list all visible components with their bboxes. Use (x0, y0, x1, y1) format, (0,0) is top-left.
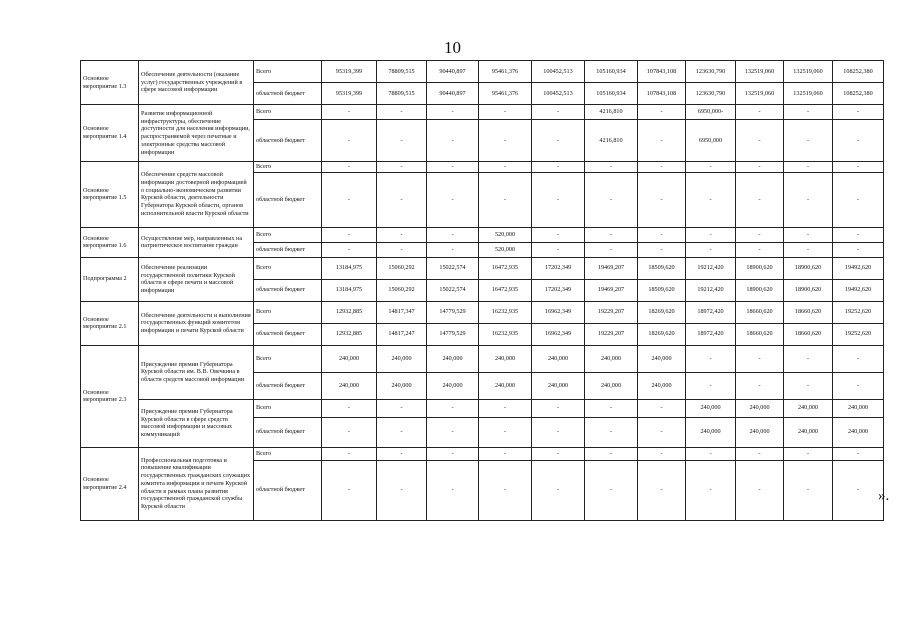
amount-cell: - (784, 242, 833, 257)
amount-cell: - (736, 172, 784, 227)
amount-cell: - (638, 399, 686, 417)
table-row (81, 227, 884, 242)
amount-cell: 105160,934 (585, 83, 638, 105)
amount-cell: - (686, 172, 736, 227)
amount-cell: - (686, 162, 736, 173)
amount-cell: 19492,620 (833, 279, 884, 301)
amount-cell: 19469,207 (585, 257, 638, 279)
amount-cell: 107843,108 (638, 61, 686, 83)
amount-cell: - (784, 447, 833, 460)
amount-cell: - (377, 172, 427, 227)
amount-cell: - (585, 227, 638, 242)
amount-cell: - (638, 172, 686, 227)
amount-cell: - (322, 242, 377, 257)
amount-cell: - (427, 172, 479, 227)
amount-cell: 240,000 (532, 372, 585, 399)
amount-cell: 240,000 (833, 417, 884, 447)
amount-cell: 520,000 (479, 242, 532, 257)
amount-cell: 6950,000- (686, 105, 736, 120)
amount-cell: - (377, 447, 427, 460)
amount-cell: - (532, 162, 585, 173)
activity-description: Развитие информационной инфраструктуры, обеспечение доступности для населения информации, распространяемой через печатные и электронные средства массовой информации (139, 105, 254, 162)
amount-cell: 18900,620 (784, 279, 833, 301)
table-row (81, 399, 884, 417)
amount-cell: - (532, 105, 585, 120)
amount-cell: 18972,420 (686, 301, 736, 323)
table-row (81, 345, 884, 372)
amount-cell: 17202,349 (532, 279, 585, 301)
amount-cell: 132519,060 (784, 83, 833, 105)
amount-cell: - (686, 460, 736, 520)
amount-cell: 132519,060 (736, 83, 784, 105)
amount-cell: - (377, 162, 427, 173)
amount-cell: - (736, 372, 784, 399)
amount-cell: - (322, 460, 377, 520)
amount-cell: 240,000 (377, 345, 427, 372)
amount-cell: 240,000 (585, 345, 638, 372)
amount-cell: - (784, 120, 833, 162)
amount-cell: - (638, 447, 686, 460)
amount-cell: 100452,513 (532, 83, 585, 105)
amount-cell: - (638, 417, 686, 447)
amount-cell: - (585, 417, 638, 447)
amount-cell: - (479, 162, 532, 173)
funding-source: Всего (254, 345, 322, 372)
amount-cell: - (736, 120, 784, 162)
amount-cell: 19252,620 (833, 323, 884, 345)
funding-source: Всего (254, 399, 322, 417)
funding-source: Всего (254, 227, 322, 242)
amount-cell: - (322, 172, 377, 227)
amount-cell: 95319,399 (322, 83, 377, 105)
amount-cell: 13184,975 (322, 279, 377, 301)
amount-cell: 240,000 (638, 372, 686, 399)
amount-cell: 18900,620 (784, 257, 833, 279)
amount-cell: 240,000 (532, 345, 585, 372)
amount-cell: - (638, 105, 686, 120)
amount-cell: - (377, 105, 427, 120)
amount-cell: 15060,292 (377, 279, 427, 301)
amount-cell: - (479, 105, 532, 120)
table-row (81, 162, 884, 173)
funding-source: областной бюджет (254, 372, 322, 399)
activity-name: Основное мероприятие 1.3 (81, 61, 139, 105)
funding-source: областной бюджет (254, 460, 322, 520)
amount-cell: - (833, 162, 884, 173)
amount-cell: 132519,060 (736, 61, 784, 83)
amount-cell: 95461,376 (479, 83, 532, 105)
table-row (81, 61, 884, 83)
table-row (81, 447, 884, 460)
amount-cell: 15060,292 (377, 257, 427, 279)
funding-source: Всего (254, 447, 322, 460)
activity-description: Осуществление мер, направленных на патриотическое воспитание граждан (139, 227, 254, 257)
amount-cell: 105160,934 (585, 61, 638, 83)
amount-cell: - (686, 242, 736, 257)
amount-cell: - (479, 120, 532, 162)
amount-cell: - (532, 172, 585, 227)
budget-table (80, 60, 884, 521)
amount-cell: 240,000 (638, 345, 686, 372)
amount-cell: - (585, 399, 638, 417)
amount-cell: - (427, 460, 479, 520)
amount-cell: - (322, 162, 377, 173)
amount-cell: - (686, 447, 736, 460)
amount-cell: 15022,574 (427, 279, 479, 301)
amount-cell: - (322, 417, 377, 447)
amount-cell: - (638, 227, 686, 242)
funding-source: областной бюджет (254, 83, 322, 105)
funding-source: областной бюджет (254, 172, 322, 227)
funding-source: Всего (254, 301, 322, 323)
funding-source: областной бюджет (254, 279, 322, 301)
amount-cell: - (784, 172, 833, 227)
amount-cell: - (833, 345, 884, 372)
amount-cell: - (479, 460, 532, 520)
amount-cell: 240,000 (736, 417, 784, 447)
amount-cell: 19469,207 (585, 279, 638, 301)
amount-cell: 240,000 (479, 372, 532, 399)
table-row (81, 105, 884, 120)
amount-cell: 15022,574 (427, 257, 479, 279)
amount-cell: 240,000 (479, 345, 532, 372)
amount-cell: 132519,060 (784, 61, 833, 83)
amount-cell: - (784, 162, 833, 173)
amount-cell: 18269,620 (638, 323, 686, 345)
amount-cell: 14779,529 (427, 323, 479, 345)
amount-cell: 95319,399 (322, 61, 377, 83)
amount-cell: - (532, 417, 585, 447)
amount-cell: - (427, 227, 479, 242)
amount-cell: 18660,620 (736, 301, 784, 323)
amount-cell: - (479, 172, 532, 227)
amount-cell: - (736, 242, 784, 257)
funding-source: Всего (254, 105, 322, 120)
amount-cell: - (322, 447, 377, 460)
amount-cell: 12932,885 (322, 301, 377, 323)
amount-cell: 19212,420 (686, 257, 736, 279)
closing-mark: ». (878, 488, 890, 504)
amount-cell: - (377, 460, 427, 520)
activity-description: Профессиональная подготовка и повышение квалификации государственных гражданских служащих комитета информации и печати Курской области в рамках плана развития государственной гражданской службы Курской области (139, 447, 254, 520)
amount-cell: - (322, 120, 377, 162)
amount-cell: 14817,347 (377, 301, 427, 323)
amount-cell: 240,000 (322, 372, 377, 399)
amount-cell: 19492,620 (833, 257, 884, 279)
amount-cell: - (833, 172, 884, 227)
amount-cell: 123630,790 (686, 61, 736, 83)
amount-cell: - (585, 460, 638, 520)
amount-cell: 18972,420 (686, 323, 736, 345)
activity-name: Основное мероприятие 1.5 (81, 162, 139, 228)
amount-cell: 240,000 (686, 399, 736, 417)
amount-cell: - (736, 447, 784, 460)
amount-cell: - (427, 105, 479, 120)
amount-cell: - (736, 105, 784, 120)
amount-cell: 16232,935 (479, 323, 532, 345)
amount-cell: 123630,790 (686, 83, 736, 105)
funding-source: Всего (254, 61, 322, 83)
amount-cell: - (377, 417, 427, 447)
amount-cell: - (427, 417, 479, 447)
amount-cell: 100452,513 (532, 61, 585, 83)
activity-description: Обеспечение деятельности (оказание услуг) государственных учреждений в сфере массовой информации (139, 61, 254, 105)
amount-cell: - (585, 242, 638, 257)
amount-cell: 18660,620 (784, 301, 833, 323)
funding-source: Всего (254, 257, 322, 279)
amount-cell: - (377, 227, 427, 242)
page-number: 10 (444, 38, 461, 57)
amount-cell: 107843,108 (638, 83, 686, 105)
amount-cell: 520,000 (479, 227, 532, 242)
amount-cell: - (736, 227, 784, 242)
amount-cell: - (638, 120, 686, 162)
amount-cell: - (532, 120, 585, 162)
amount-cell: 240,000 (377, 372, 427, 399)
amount-cell: - (833, 447, 884, 460)
amount-cell: - (427, 242, 479, 257)
table-row (81, 257, 884, 279)
amount-cell: 14817,247 (377, 323, 427, 345)
amount-cell: - (686, 345, 736, 372)
amount-cell: 18509,620 (638, 279, 686, 301)
amount-cell: - (377, 242, 427, 257)
amount-cell: - (784, 460, 833, 520)
amount-cell: 16472,935 (479, 257, 532, 279)
amount-cell: - (479, 399, 532, 417)
activity-description: Обеспечение деятельности и выполнения государственных функций комитетом информации и печати Курской области (139, 301, 254, 345)
amount-cell: - (377, 120, 427, 162)
amount-cell: 6950,000 (686, 120, 736, 162)
amount-cell: 19229,207 (585, 301, 638, 323)
activity-description: Обеспечение реализации государственной политики Курской области в сфере печати и массовой информации (139, 257, 254, 301)
amount-cell: - (427, 120, 479, 162)
amount-cell: 240,000 (784, 399, 833, 417)
activity-name: Основное мероприятие 1.6 (81, 227, 139, 257)
activity-name: Основное мероприятие 1.4 (81, 105, 139, 162)
funding-source: областной бюджет (254, 417, 322, 447)
amount-cell: 18660,620 (784, 323, 833, 345)
funding-source: областной бюджет (254, 120, 322, 162)
amount-cell: - (638, 242, 686, 257)
amount-cell: - (322, 399, 377, 417)
amount-cell: 95461,376 (479, 61, 532, 83)
amount-cell: - (686, 372, 736, 399)
activity-name: Основное мероприятие 2.1 (81, 301, 139, 345)
amount-cell: - (784, 372, 833, 399)
amount-cell: 17202,349 (532, 257, 585, 279)
amount-cell: 90440,897 (427, 61, 479, 83)
amount-cell: - (585, 172, 638, 227)
amount-cell: - (585, 447, 638, 460)
amount-cell: - (427, 162, 479, 173)
amount-cell: 14779,529 (427, 301, 479, 323)
amount-cell: 4216,810 (585, 120, 638, 162)
amount-cell: 19252,620 (833, 301, 884, 323)
amount-cell: - (833, 120, 884, 162)
activity-name: Основное мероприятие 2.4 (81, 447, 139, 520)
amount-cell: - (532, 460, 585, 520)
amount-cell: 240,000 (322, 345, 377, 372)
amount-cell: - (427, 447, 479, 460)
amount-cell: 18660,620 (736, 323, 784, 345)
amount-cell: - (784, 345, 833, 372)
amount-cell: 12932,885 (322, 323, 377, 345)
amount-cell: 18900,620 (736, 279, 784, 301)
amount-cell: 19229,207 (585, 323, 638, 345)
amount-cell: 18269,620 (638, 301, 686, 323)
amount-cell: 78809,515 (377, 61, 427, 83)
table-row (81, 301, 884, 323)
amount-cell: 240,000 (585, 372, 638, 399)
activity-description: Присуждение премии Губернатора Курской области им. В.В. Овечкина в области средств массовой информации (139, 345, 254, 399)
amount-cell: 240,000 (784, 417, 833, 447)
amount-cell: - (427, 399, 479, 417)
amount-cell: - (736, 345, 784, 372)
funding-source: областной бюджет (254, 323, 322, 345)
amount-cell: 13184,975 (322, 257, 377, 279)
amount-cell: - (736, 162, 784, 173)
amount-cell: - (638, 460, 686, 520)
amount-cell: - (322, 227, 377, 242)
amount-cell: 18509,620 (638, 257, 686, 279)
activity-name: Основное мероприятие 2.3 (81, 345, 139, 447)
amount-cell: 240,000 (736, 399, 784, 417)
amount-cell: - (833, 105, 884, 120)
amount-cell: 16962,349 (532, 301, 585, 323)
amount-cell: - (833, 372, 884, 399)
amount-cell: 16232,935 (479, 301, 532, 323)
amount-cell: - (479, 417, 532, 447)
amount-cell: 240,000 (686, 417, 736, 447)
amount-cell: - (532, 242, 585, 257)
amount-cell: 240,000 (833, 399, 884, 417)
amount-cell: - (784, 105, 833, 120)
amount-cell: - (479, 447, 532, 460)
amount-cell: - (638, 162, 686, 173)
amount-cell: 4216,810 (585, 105, 638, 120)
amount-cell: - (686, 227, 736, 242)
funding-source: Всего (254, 162, 322, 173)
amount-cell: - (532, 227, 585, 242)
amount-cell: 108252,380 (833, 61, 884, 83)
amount-cell: 18900,620 (736, 257, 784, 279)
amount-cell: - (322, 105, 377, 120)
activity-description: Присуждение премии Губернатора Курской области в сфере средств массовой информации и массовых коммуникаций (139, 399, 254, 447)
amount-cell: 16472,935 (479, 279, 532, 301)
amount-cell: - (833, 227, 884, 242)
amount-cell: 90440,897 (427, 83, 479, 105)
amount-cell: 16962,349 (532, 323, 585, 345)
activity-description: Обеспечение средств массовой информации достоверной информацией о социально-экономическом развитии Курской области, деятельности Губернатора Курской области, органов исполнительной власти Курской области (139, 162, 254, 228)
amount-cell: - (585, 162, 638, 173)
amount-cell: - (833, 242, 884, 257)
amount-cell: - (532, 399, 585, 417)
funding-source: областной бюджет (254, 242, 322, 257)
amount-cell: - (784, 227, 833, 242)
amount-cell: 78809,515 (377, 83, 427, 105)
amount-cell: - (833, 460, 884, 520)
activity-name: Подпрограмма 2 (81, 257, 139, 301)
amount-cell: 240,000 (427, 372, 479, 399)
amount-cell: 108252,380 (833, 83, 884, 105)
amount-cell: - (736, 460, 784, 520)
amount-cell: 19212,420 (686, 279, 736, 301)
amount-cell: - (532, 447, 585, 460)
amount-cell: - (377, 399, 427, 417)
amount-cell: 240,000 (427, 345, 479, 372)
